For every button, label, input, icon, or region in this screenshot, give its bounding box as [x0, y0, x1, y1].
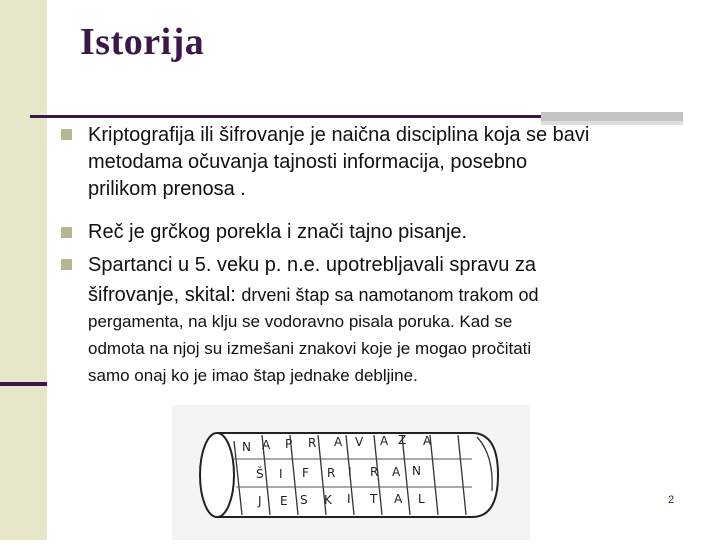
scytale-letter-row1-col5: A: [334, 435, 343, 449]
scytale-letter-row1-col9: A: [423, 434, 432, 448]
side-band: [0, 0, 47, 540]
scytale-letter-row1-col2: A: [262, 438, 271, 452]
bullet-3-line-1: Spartanci u 5. veku p. n.e. upotrebljavali spravu za: [88, 254, 537, 276]
scytale-letter-row1-col3: P: [285, 437, 293, 451]
bullet-marker-1: [61, 129, 72, 140]
scytale-letter-row1-col4: R: [308, 436, 317, 450]
scytale-letter-row2-col1: Š: [256, 467, 264, 481]
scytale-letter-row2-col4: R: [327, 466, 336, 480]
scytale-letter-row3-col8: L: [418, 492, 425, 506]
scytale-letter-row3-col5: I: [347, 492, 351, 506]
scytale-letter-row2-col5: I: [348, 465, 352, 479]
bullet-3-line-3: pergamenta, na klju se vodoravno pisala poruka. Kad se: [88, 312, 513, 331]
scytale-letter-row1-col6: V: [355, 435, 364, 449]
slide-title: Istorija: [80, 21, 205, 63]
scytale-letter-row2-col6: R: [370, 465, 379, 479]
scytale-drawing: [172, 405, 530, 540]
title-divider-accent: [541, 112, 683, 121]
scytale-letter-row3-col1: J: [258, 494, 262, 508]
bullet-marker-2: [61, 227, 72, 238]
bullet-3-line-5: samo onaj ko je imao štap jednake debljine.: [88, 366, 418, 385]
bullet-3-line-4: odmota na njoj su izmešani znakovi koje je mogao pročitati: [88, 339, 532, 358]
bullet-3-line-2-a: šifrovanje, skital:: [88, 284, 242, 306]
bullet-1-line-3: prilikom prenosa .: [88, 178, 246, 200]
scytale-letter-row2-col8: N: [412, 464, 421, 478]
page-number: 2: [668, 494, 675, 506]
scytale-letter-row1-col8: Z: [398, 433, 407, 447]
bullet-1-line-1: Kriptografija ili šifrovanje je naična disciplina koja se bavi: [88, 124, 590, 146]
bullet-2-line-1: Reč je grčkog porekla i znači tajno pisanje.: [88, 221, 468, 243]
bullet-3-line-2-b: drveni štap sa namotanom trakom od: [241, 285, 539, 305]
title-divider: [30, 115, 550, 118]
scytale-letter-row3-col3: S: [300, 493, 308, 507]
bullet-marker-3: [61, 259, 72, 270]
scytale-letter-row3-col2: E: [280, 494, 288, 508]
scytale-letter-row3-col6: T: [370, 492, 378, 506]
bullet-1-line-2: metodama očuvanja tajnosti informacija, posebno: [88, 151, 528, 173]
scytale-letter-row3-col7: A: [394, 492, 403, 506]
scytale-letter-row2-col2: I: [279, 467, 283, 481]
scytale-letter-row2-col3: F: [302, 466, 309, 480]
scytale-illustration: [172, 405, 530, 540]
scytale-letter-row1-col1: N: [242, 440, 251, 454]
side-band-accent: [0, 382, 47, 386]
bullet-3-line-2: [88, 283, 539, 309]
scytale-letter-row1-col7: A: [380, 434, 389, 448]
scytale-letter-row2-col7: A: [392, 465, 401, 479]
scytale-letter-row3-col4: K: [324, 493, 332, 507]
